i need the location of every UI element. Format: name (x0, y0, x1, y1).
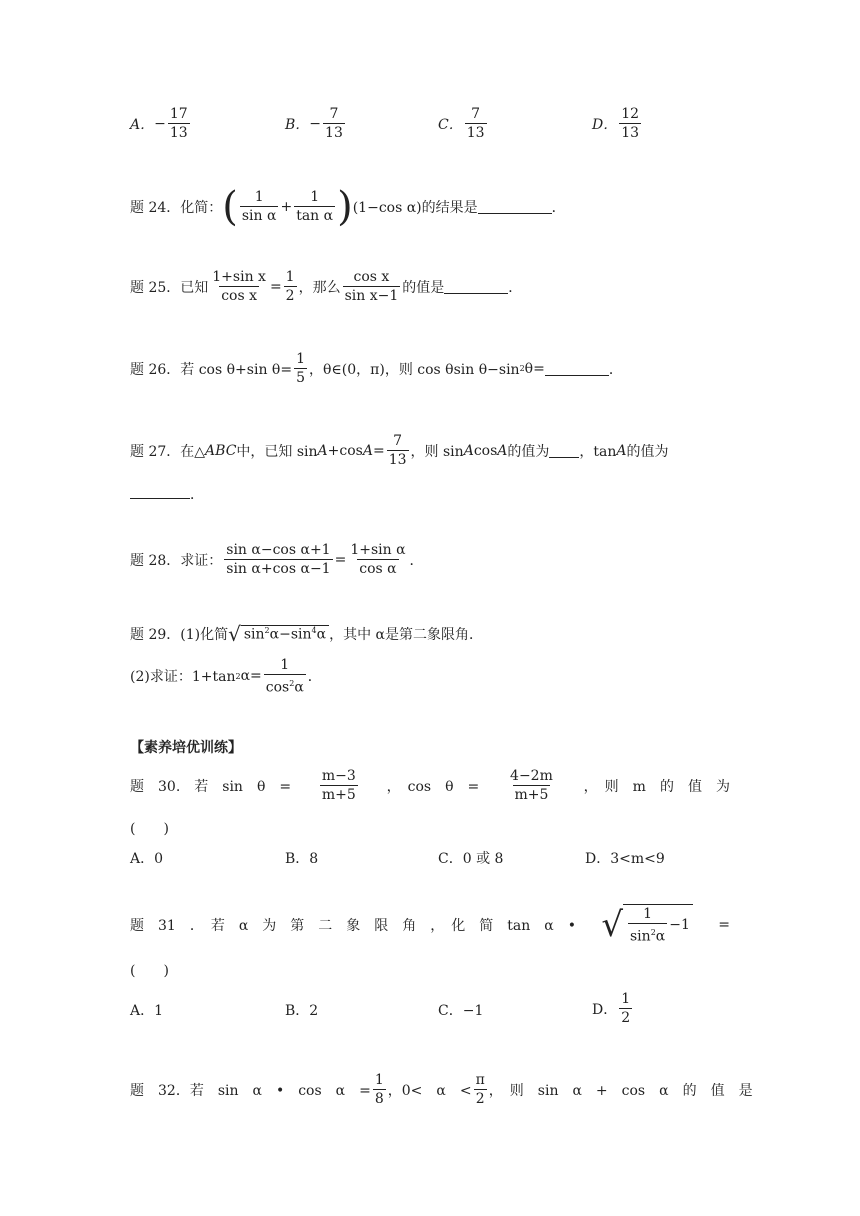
question-prefix: (2)求证：1+tan (130, 669, 236, 686)
denominator: cos α (359, 561, 397, 577)
question-suffix: 的值是 (402, 279, 445, 296)
fraction (210, 268, 268, 305)
denominator-text: α (294, 679, 304, 696)
answer-parens: ( ) (130, 821, 169, 837)
question-prefix: 题 26．若 cos θ+sin θ= (130, 361, 293, 378)
question-text: 中，已知 sin (236, 443, 318, 460)
fraction (240, 188, 279, 225)
denominator: 2 (621, 1010, 631, 1026)
superscript: 2 (650, 928, 656, 937)
denominator: tan α (296, 208, 334, 224)
answer-blank[interactable] (444, 279, 508, 294)
question-suffix: (1−cos α)的结果是 (352, 199, 478, 216)
option-label: A． (130, 116, 155, 133)
q31-option-b: B．2 (285, 1003, 319, 1019)
denominator: 13 (621, 125, 640, 141)
fraction (264, 656, 306, 697)
question-text: cos (473, 442, 498, 459)
numerator: 7 (471, 106, 481, 122)
question-suffix: ， 则 sin α + cos α 的 值 是 (488, 1082, 753, 1099)
denominator: 13 (388, 452, 407, 468)
question-prefix: 题 25．已知 (130, 279, 209, 296)
radicand (623, 904, 693, 946)
answer-blank[interactable] (545, 361, 609, 376)
numerator: 1+sin x (212, 269, 266, 285)
numerator: 7 (393, 433, 403, 449)
denominator (264, 674, 306, 697)
denominator-text: cos (265, 679, 290, 696)
option-label: C． (438, 116, 463, 133)
period: ． (551, 199, 566, 216)
variable: A (616, 442, 627, 459)
denominator: sin x−1 (344, 288, 399, 304)
answer-blank[interactable] (478, 199, 552, 214)
fraction (284, 268, 297, 305)
question-prefix: 题 32．若 sin α • cos α = (130, 1082, 371, 1099)
denominator: m+5 (514, 787, 549, 803)
question-27-line2 (130, 484, 204, 504)
numerator: 1 (374, 1072, 384, 1088)
section-title: 【素养培优训练】 (130, 740, 242, 756)
denominator: sin α+cos α−1 (226, 561, 331, 577)
question-27 (130, 432, 669, 469)
question-28 (130, 541, 424, 578)
answer-blank[interactable] (549, 443, 579, 458)
radicand-text: sin (243, 626, 265, 643)
question-suffix: ， 则 m 的 值 为 (583, 778, 730, 795)
denominator-text: sin (630, 928, 651, 945)
fraction (373, 1071, 386, 1108)
question-text: ， cos θ = (386, 778, 480, 795)
option-sign: − (154, 115, 166, 132)
numerator: 1 (643, 906, 653, 922)
radicand-text: −1 (669, 917, 690, 934)
q30-option-b: B．8 (285, 851, 319, 867)
question-text: ，θ∈(0，π)，则 cos θsin θ−sin (309, 361, 520, 378)
denominator: 8 (374, 1091, 384, 1107)
q23-option-a (130, 105, 192, 142)
fraction (508, 767, 555, 804)
denominator: 13 (325, 125, 343, 141)
numerator: π (475, 1072, 485, 1088)
radical-expression (601, 904, 693, 946)
question-prefix: 题 29．(1)化简 (130, 627, 229, 643)
numerator: 1+sin α (350, 542, 406, 558)
question-32 (130, 1071, 753, 1108)
fraction (224, 541, 332, 578)
equals-sign: = (269, 278, 282, 295)
question-29-part2 (130, 656, 322, 697)
sqrt-icon: √ (601, 904, 623, 945)
question-prefix: 题 31 ． 若 α 为 第 二 象 限 角 ， 化 简 tan α • (130, 917, 576, 934)
left-bracket-icon: ( (222, 183, 238, 230)
fraction (474, 1071, 487, 1108)
question-text: ，那么 (298, 279, 341, 296)
option-sign: − (309, 115, 322, 132)
superscript: 2 (289, 679, 295, 688)
q31-option-c: C．−1 (438, 1003, 484, 1019)
numerator: cos x (353, 269, 390, 285)
numerator: 1 (621, 991, 631, 1007)
question-prefix: 题 24．化简： (130, 199, 223, 216)
fraction (294, 350, 307, 387)
denominator: cos x (221, 288, 257, 304)
period: ． (608, 361, 623, 378)
equals-sign: = (718, 916, 730, 933)
question-prefix: 题 30. 若 sin θ = (130, 778, 292, 795)
q23-option-c (438, 105, 489, 142)
question-text: +cos (327, 442, 363, 459)
q31-option-a: A．1 (130, 1003, 164, 1019)
question-suffix: ，其中 α是第二象限角． (329, 627, 483, 643)
denominator: m+5 (321, 787, 356, 803)
q30-option-c: C．0 或 8 (438, 851, 504, 867)
option-label: D． (592, 1001, 618, 1018)
option-label: B． (285, 116, 310, 133)
question-prefix: 题 28．求证： (130, 552, 223, 569)
superscript: 2 (264, 626, 270, 636)
question-29-part1 (130, 622, 483, 646)
numerator: 1 (296, 351, 305, 367)
radicand (241, 625, 329, 643)
q30-option-d: D．3<m<9 (585, 851, 665, 867)
fraction (348, 541, 407, 578)
option-label: D． (592, 116, 618, 133)
question-text: 的值为 (507, 443, 550, 460)
question-24 (130, 183, 566, 230)
numerator: 12 (621, 106, 640, 122)
question-25 (130, 268, 522, 305)
numerator: 1 (285, 269, 295, 285)
question-prefix: 题 27．在△ (130, 443, 206, 460)
sqrt-icon: √ (228, 622, 241, 646)
superscript: 2 (235, 671, 241, 681)
question-text: 的值为 (626, 443, 669, 460)
numerator: 7 (329, 106, 339, 122)
q23-option-d (592, 105, 643, 142)
right-bracket-icon: ) (337, 183, 353, 230)
period: ． (190, 487, 204, 503)
fraction (343, 268, 401, 305)
triangle-name: ABC (205, 442, 237, 459)
variable: A (362, 442, 373, 459)
question-31 (130, 904, 730, 946)
radicand-text: α−sin (269, 626, 312, 643)
q30-option-a: A．0 (130, 851, 164, 867)
period: ． (409, 552, 424, 569)
denominator: 2 (475, 1091, 485, 1107)
fraction (323, 105, 345, 142)
variable: A (317, 442, 328, 459)
q23-option-b (285, 105, 347, 142)
question-30 (130, 767, 730, 804)
plus-sign: + (280, 198, 293, 215)
numerator: 1 (254, 189, 264, 205)
fraction (465, 105, 487, 142)
q31-option-d (592, 990, 634, 1027)
fraction (628, 905, 667, 946)
variable: A (497, 442, 508, 459)
fraction (168, 105, 190, 142)
denominator: sin α (241, 208, 277, 224)
numerator: m−3 (321, 768, 356, 784)
fraction (294, 188, 335, 225)
numerator: 4−2m (510, 768, 553, 784)
denominator: 13 (169, 125, 188, 141)
question-text: α= (240, 668, 262, 685)
period: ． (508, 279, 523, 296)
numerator: 1 (280, 657, 290, 673)
variable: A (463, 442, 474, 459)
question-text: ，0< α < (387, 1082, 472, 1099)
denominator-text: α (655, 928, 666, 945)
answer-blank[interactable] (130, 484, 190, 499)
equals-sign: = (334, 551, 347, 568)
fraction (320, 767, 358, 804)
question-26 (130, 350, 623, 387)
superscript: 4 (311, 626, 317, 636)
question-suffix: θ= (524, 360, 545, 377)
numerator: sin α−cos α+1 (226, 542, 331, 558)
denominator: 2 (285, 288, 295, 304)
numerator: 1 (310, 189, 320, 205)
fraction (619, 990, 632, 1027)
equals-sign: = (372, 442, 385, 459)
fraction (387, 432, 409, 469)
denominator (628, 923, 667, 946)
question-text: ，tan (579, 443, 617, 460)
radicand-text: α (316, 626, 327, 643)
denominator: 5 (296, 370, 305, 386)
question-text: ，则 sin (410, 443, 464, 460)
period: ． (307, 669, 322, 686)
answer-parens: ( ) (130, 963, 169, 979)
numerator: 17 (169, 106, 188, 122)
denominator: 13 (466, 125, 485, 141)
fraction (619, 105, 641, 142)
superscript: 2 (519, 364, 525, 373)
